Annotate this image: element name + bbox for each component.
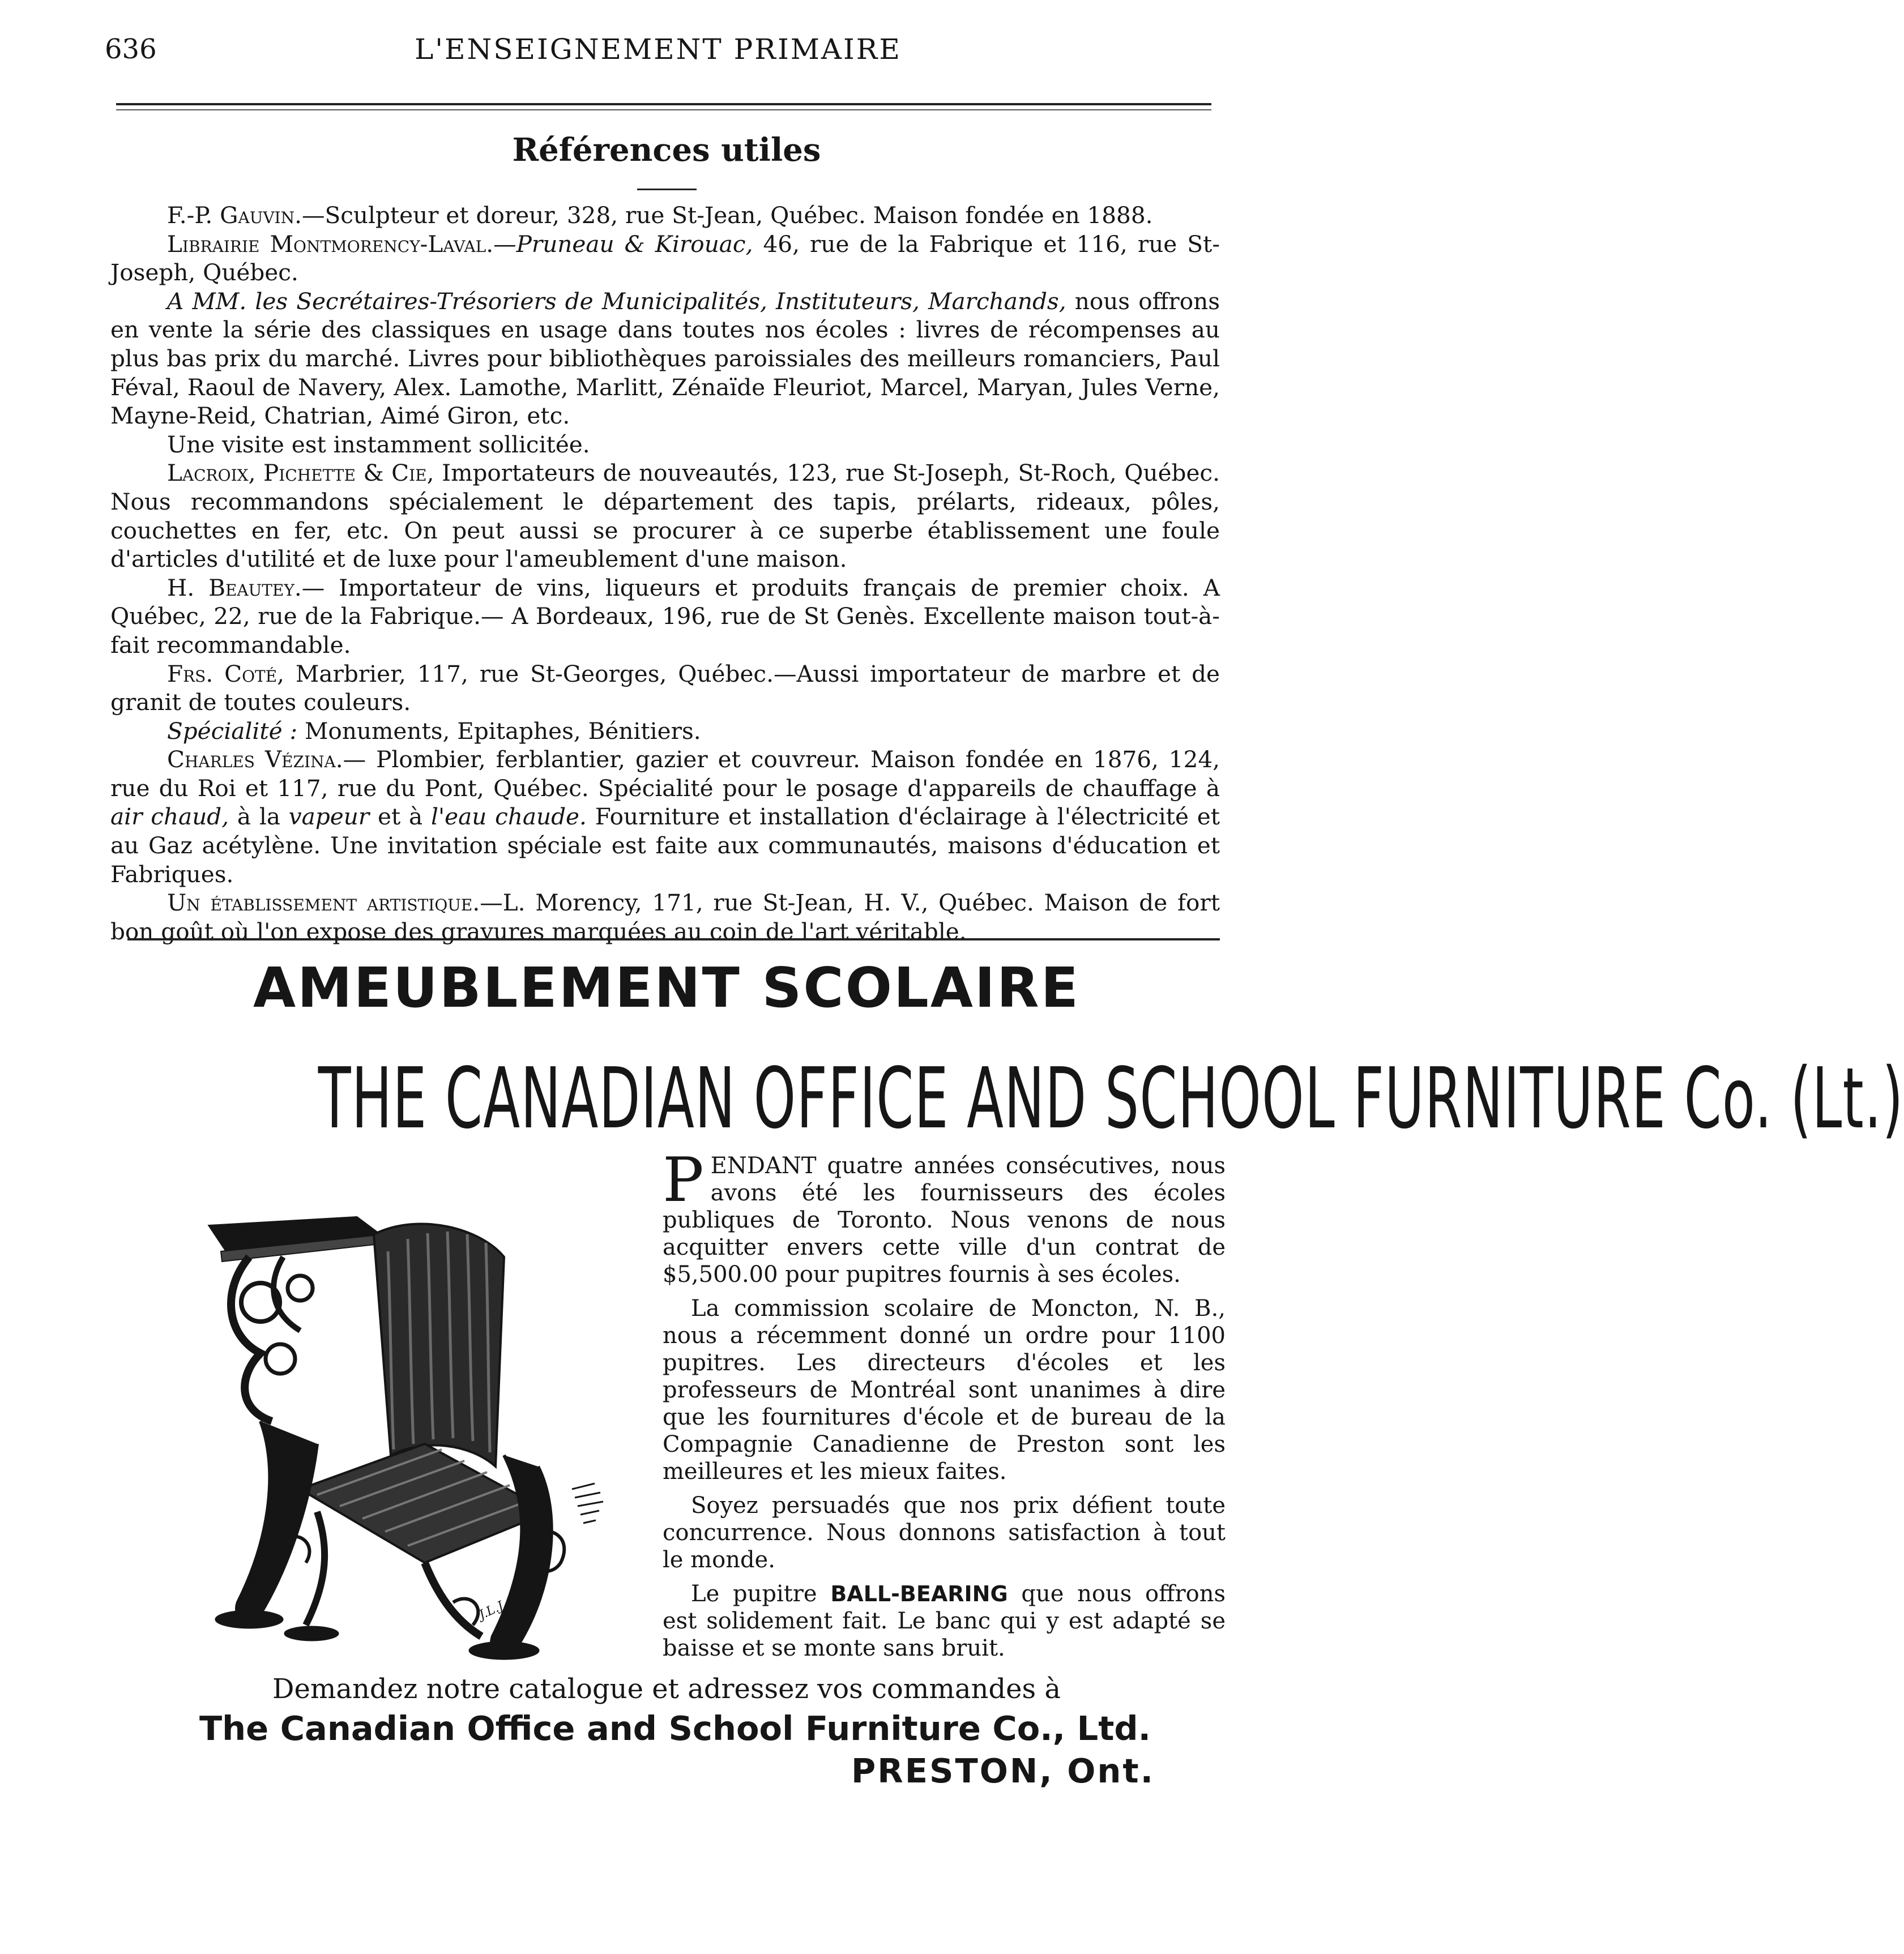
ref-lead: A MM. les Secrétaires-Trésoriers de Municipalités, Instituteurs, Marchands, bbox=[167, 287, 1066, 315]
page-number: 636 bbox=[105, 33, 157, 65]
reference-librairie bbox=[110, 230, 1220, 287]
ref-text: 46, rue de la Fabrique et 116, rue St-Joseph, Québec. bbox=[110, 230, 1220, 287]
ref-name: Frs. Coté, bbox=[167, 660, 285, 687]
ref-name: Librairie Montmorency-Laval. bbox=[167, 230, 494, 258]
order-line: Demandez notre catalogue et adressez vos commandes à bbox=[272, 1673, 1061, 1705]
ref-text: — Importateur de vins, liqueurs et produits français de premier choix. A Québec, 22, rue de la Fabrique.— A Bordeaux, 196, rue de St Genès. Excellente maison tout-à-fait recommandable. bbox=[110, 574, 1220, 659]
ref-vapeur: vapeur bbox=[288, 803, 370, 831]
reference-morency bbox=[110, 888, 1220, 946]
engraver-initials: J.L.J. bbox=[476, 1597, 509, 1623]
reference-vezina bbox=[110, 745, 1220, 888]
section-divider bbox=[637, 189, 697, 190]
school-desk-illustration bbox=[187, 1172, 640, 1682]
dropcap: P bbox=[663, 1145, 704, 1216]
ref-text: Importateurs de nouveautés, 123, rue St-Joseph, St-Roch, Québec. Nous recommandons spécialement le département des tapis, prélarts, rideaux, pôles, couchettes en fer, etc. On peut aussi se procurer à ce superbe établissement une foule d'articles d'utilité et de luxe pour l'ameublement d'une maison. bbox=[110, 459, 1220, 573]
reference-specialite bbox=[110, 717, 1220, 746]
ad-text: que nous offrons est solidement fait. Le banc qui y est adapté se baisse et se monte sans bruit. bbox=[663, 1581, 1226, 1661]
ad-caps: ENDANT bbox=[710, 1153, 817, 1179]
ref-text: — Plombier, ferblantier, gazier et couvreur. Maison fondée en 1876, 124, rue du Roi et 117, rue du Pont, Québec. Spécialité pour le posage d'appareils de chauffage à bbox=[110, 746, 1220, 802]
ref-name: F.-P. Gauvin. bbox=[167, 202, 302, 229]
ref-text: Monuments, Epitaphes, Bénitiers. bbox=[297, 717, 701, 745]
ref-text: à la bbox=[229, 803, 289, 831]
ref-text: et à bbox=[369, 803, 432, 831]
journal-title: L'ENSEIGNEMENT PRIMAIRE bbox=[415, 33, 902, 66]
ad-body bbox=[663, 1145, 1226, 1669]
ad-paragraph-1 bbox=[663, 1145, 1226, 1288]
reference-cote bbox=[110, 660, 1220, 717]
city-footer: PRESTON, Ont. bbox=[851, 1751, 1155, 1790]
ref-text: nous offrons en vente la série des classiques en usage dans toutes nos écoles : livres de récompenses au plus bas prix du marché. Livres pour bibliothèques paroissiales des meilleurs romanciers, Paul Féval, Raoul de Navery, Alex. Lamothe, Marlitt, Zénaïde Fleuriot, Marcel, Maryan, Jules Verne, Mayne-Reid, Chatrian, Aimé Giron, etc. bbox=[110, 287, 1220, 430]
section-title: Références utiles bbox=[512, 131, 821, 169]
ref-name: Lacroix, Pichette & Cie, bbox=[167, 459, 434, 487]
ref-text: —L. Morency, 171, rue St-Jean, H. V., Québec. Maison de fort bon goût où l'on expose des gravures marquées au coin de l'art véritable. bbox=[110, 889, 1220, 945]
ad-text: Le pupitre bbox=[691, 1581, 831, 1607]
company-footer: The Canadian Office and School Furniture Co., Ltd. bbox=[199, 1709, 1151, 1748]
ref-text: Fourniture et installation d'éclairage à l'électricité et au Gaz acétylène. Une invitation spéciale est faite aux communautés, maisons d'éducation et Fabriques. bbox=[110, 803, 1220, 888]
reference-gauvin bbox=[110, 201, 1220, 230]
ball-bearing-label: BALL-BEARING bbox=[830, 1581, 1008, 1606]
ad-paragraph-3: Soyez persuadés que nos prix défient toute concurrence. Nous donnons satisfaction à tout le monde. bbox=[663, 1493, 1226, 1573]
ref-owners: —Pruneau & Kirouac, bbox=[493, 230, 753, 258]
reference-beautey bbox=[110, 574, 1220, 660]
ref-eau-chaude: l'eau chaude. bbox=[431, 803, 587, 831]
header-rule-thin bbox=[116, 109, 1211, 110]
ref-text: —Sculpteur et doreur, 328, rue St-Jean, Québec. Maison fondée en 1888. bbox=[301, 202, 1153, 229]
ref-name: H. Beautey. bbox=[167, 574, 302, 601]
references-list bbox=[110, 201, 1220, 946]
ref-name: Charles Vézina. bbox=[167, 746, 343, 773]
company-banner: THE CANADIAN OFFICE AND SCHOOL FURNITURE Co. (Lt.) bbox=[318, 1050, 1904, 1147]
ad-text: quatre années consécutives, nous avons été les fournisseurs des écoles publiques de Toronto. Nous venons de nous acquitter envers cette ville d'un contrat de $5,500.00 pour pupitres fournis à ses écoles. bbox=[663, 1153, 1226, 1288]
running-header bbox=[105, 29, 1211, 69]
reference-classiques bbox=[110, 287, 1220, 430]
section-rule bbox=[127, 938, 1220, 940]
reference-lacroix bbox=[110, 459, 1220, 573]
ad-paragraph-4 bbox=[663, 1580, 1226, 1662]
ref-label: Spécialité : bbox=[167, 717, 298, 745]
ad-title: AMEUBLEMENT SCOLAIRE bbox=[253, 956, 1080, 1020]
ref-name: Un établissement artistique. bbox=[167, 889, 480, 917]
ref-air-chaud: air chaud, bbox=[110, 803, 229, 831]
header-rule bbox=[116, 103, 1211, 105]
reference-visite: Une visite est instamment sollicitée. bbox=[167, 430, 590, 458]
ad-paragraph-2: La commission scolaire de Moncton, N. B., nous a récemment donné un ordre pour 1100 pupitres. Les directeurs d'écoles et les professeurs de Montréal sont unanimes à dire que les fournitures d'école et de bureau de la Compagnie Canadienne de Preston sont les meilleures et les mieux faites. bbox=[663, 1295, 1226, 1485]
ref-text: Marbrier, 117, rue St-Georges, Québec.—Aussi importateur de marbre et de granit de toutes couleurs. bbox=[110, 660, 1220, 716]
